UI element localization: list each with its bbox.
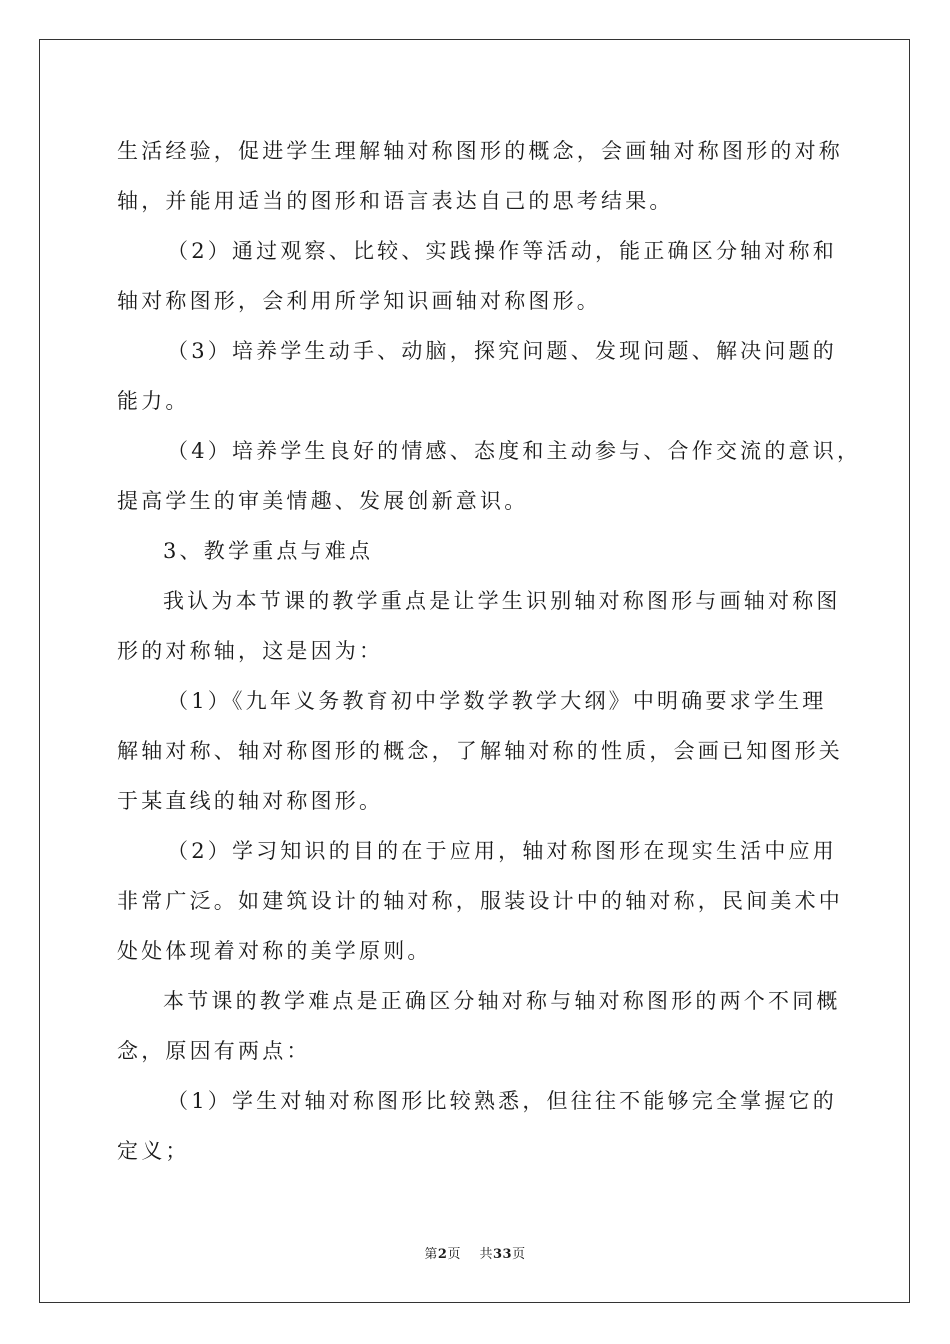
footer-total-prefix: 共 — [479, 1247, 493, 1262]
text-line: 提高学生的审美情趣、发展创新意识。 — [117, 489, 529, 513]
text-line: 生活经验，促进学生理解轴对称图形的概念，会画轴对称图形的对称 — [117, 139, 843, 163]
footer-page-prefix: 第 — [424, 1247, 438, 1262]
text-line: 念，原因有两点： — [117, 1039, 311, 1063]
text-line: 于某直线的轴对称图形。 — [117, 789, 384, 813]
text-line: 定义； — [117, 1139, 190, 1163]
section-heading: 3、教学重点与难点 — [163, 539, 374, 563]
footer-page-number: 2 — [437, 1247, 448, 1262]
footer-page-suffix: 页 — [447, 1247, 461, 1262]
text-line: 轴，并能用适当的图形和语言表达自己的思考结果。 — [117, 189, 674, 213]
text-line: 本节课的教学难点是正确区分轴对称与轴对称图形的两个不同概 — [163, 989, 841, 1013]
text-line: 非常广泛。如建筑设计的轴对称，服装设计中的轴对称，民间美术中 — [117, 889, 843, 913]
text-line: 能力。 — [117, 389, 190, 413]
page-footer — [0, 1246, 950, 1264]
text-line: 形的对称轴，这是因为： — [117, 639, 384, 663]
text-line: 轴对称图形，会利用所学知识画轴对称图形。 — [117, 289, 601, 313]
footer-total-pages: 33 — [493, 1247, 513, 1262]
text-line: 我认为本节课的教学重点是让学生识别轴对称图形与画轴对称图 — [163, 589, 841, 613]
text-line: （2）通过观察、比较、实践操作等活动，能正确区分轴对称和 — [167, 239, 837, 263]
text-line: 处处体现着对称的美学原则。 — [117, 939, 432, 963]
text-line: （4）培养学生良好的情感、态度和主动参与、合作交流的意识， — [167, 439, 862, 463]
text-line: （1）学生对轴对称图形比较熟悉，但往往不能够完全掌握它的 — [167, 1089, 837, 1113]
text-line: （1）《九年义务教育初中学数学教学大纲》中明确要求学生理 — [167, 689, 827, 713]
text-line: （2）学习知识的目的在于应用，轴对称图形在现实生活中应用 — [167, 839, 837, 863]
text-line: （3）培养学生动手、动脑，探究问题、发现问题、解决问题的 — [167, 339, 837, 363]
text-line: 解轴对称、轴对称图形的概念，了解轴对称的性质，会画已知图形关 — [117, 739, 843, 763]
footer-total-suffix: 页 — [512, 1247, 526, 1262]
